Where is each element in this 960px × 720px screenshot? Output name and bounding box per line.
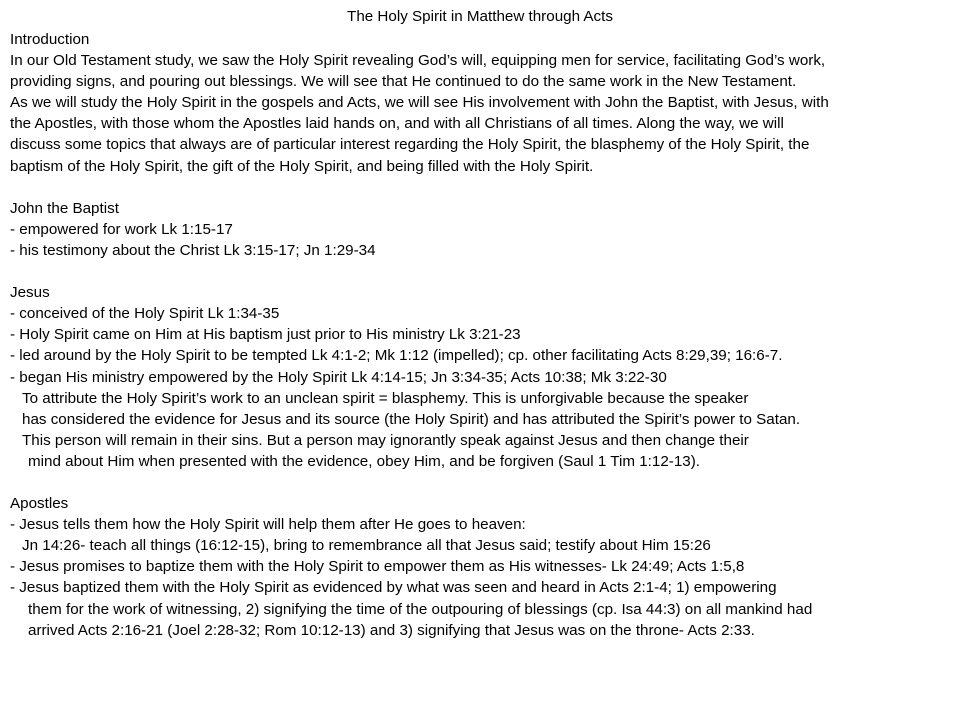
- text-line: As we will study the Holy Spirit in the gospels and Acts, we will see His involvement with John the Baptist, with Jesus, with: [10, 94, 829, 112]
- sub-line: arrived Acts 2:16-21 (Joel 2:28-32; Rom 10:12-13) and 3) signifying that Jesus was on the throne- Acts 2:33.: [28, 621, 755, 639]
- text-line: - conceived of the Holy Spirit Lk 1:34-35: [10, 305, 280, 323]
- note-line: has considered the evidence for Jesus and its source (the Holy Spirit) and has attributed the Spirit’s power to Satan.: [22, 410, 801, 428]
- text-line: baptism of the Holy Spirit, the gift of the Holy Spirit, and being filled with the Holy Spirit.: [10, 157, 594, 175]
- text-line: - Jesus tells them how the Holy Spirit will help them after He goes to heaven:: [10, 516, 526, 534]
- section-john-the-baptist: [10, 198, 955, 261]
- text-line: - empowered for work Lk 1:15-17: [10, 220, 233, 238]
- text-line: - Jesus promises to baptize them with the Holy Spirit to empower them as His witnesses- Lk 24:49; Acts 1:5,8: [10, 558, 745, 576]
- text-line: In our Old Testament study, we saw the Holy Spirit revealing God’s will, equipping men for service, facilitating God’s work,: [10, 52, 826, 70]
- spacer: [10, 177, 955, 198]
- sub-line: Jn 14:26- teach all things (16:12-15), bring to remembrance all that Jesus said; testify about Him 15:26: [22, 537, 711, 555]
- text-line: - Jesus baptized them with the Holy Spirit as evidenced by what was seen and heard in Acts 2:1-4; 1) empowering: [10, 579, 777, 597]
- section-heading: Jesus: [10, 284, 50, 302]
- section-heading: John the Baptist: [10, 199, 119, 217]
- text-line: - began His ministry empowered by the Holy Spirit Lk 4:14-15; Jn 3:34-35; Acts 10:38; Mk 3:22-30: [10, 368, 667, 386]
- section-heading: Introduction: [10, 31, 90, 48]
- slide-title: The Holy Spirit in Matthew through Acts: [347, 8, 613, 25]
- text-line: - led around by the Holy Spirit to be tempted Lk 4:1-2; Mk 1:12 (impelled); cp. other facilitating Acts 8:29,39; 16:6-7.: [10, 347, 783, 365]
- spacer: [10, 261, 955, 282]
- text-line: - his testimony about the Christ Lk 3:15-17; Jn 1:29-34: [10, 241, 376, 259]
- text-line: - Holy Spirit came on Him at His baptism just prior to His ministry Lk 3:21-23: [10, 326, 521, 344]
- note-line: This person will remain in their sins. But a person may ignorantly speak against Jesus and then change their: [22, 431, 749, 449]
- section-heading: Apostles: [10, 495, 69, 513]
- section-apostles: [10, 493, 955, 641]
- text-line: providing signs, and pouring out blessings. We will see that He continued to do the same work in the New Testament.: [10, 73, 797, 91]
- section-introduction: [10, 29, 955, 177]
- text-line: the Apostles, with those whom the Apostles laid hands on, and with all Christians of all times. Along the way, we will: [10, 115, 784, 133]
- note-line: To attribute the Holy Spirit’s work to an unclean spirit = blasphemy. This is unforgivable because the speaker: [22, 389, 749, 407]
- text-line: discuss some topics that always are of particular interest regarding the Holy Spirit, the blasphemy of the Holy Spirit, the: [10, 136, 810, 154]
- sub-line: them for the work of witnessing, 2) signifying the time of the outpouring of blessings (cp. Isa 44:3) on all mankind had: [28, 600, 813, 618]
- slide-body: [10, 29, 955, 641]
- spacer: [10, 472, 955, 493]
- note-line: mind about Him when presented with the evidence, obey Him, and be forgiven (Saul 1 Tim 1:12-13).: [28, 452, 700, 470]
- section-jesus: [10, 282, 955, 472]
